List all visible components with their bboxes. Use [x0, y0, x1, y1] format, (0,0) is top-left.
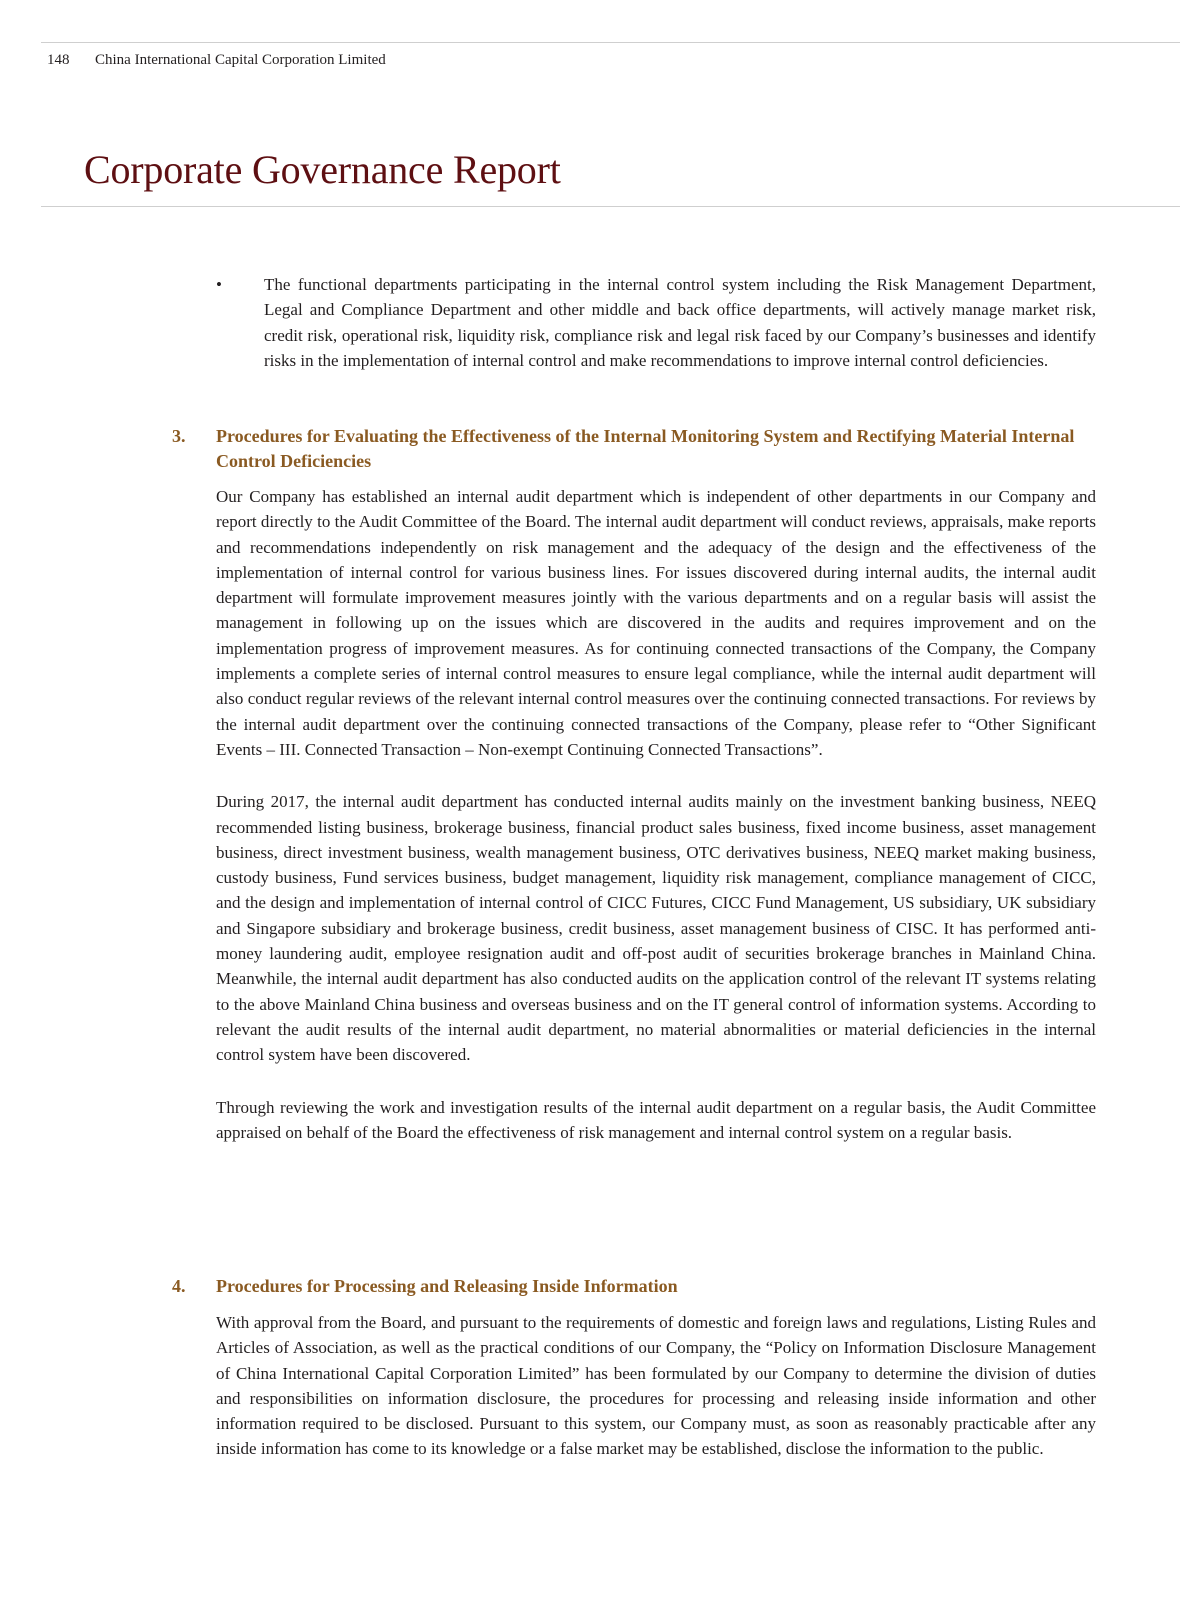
section-number: 4. — [172, 1276, 186, 1296]
paragraph: During 2017, the internal audit department has conducted internal audits mainly on the investment banking business, NEEQ recommended listing business, brokerage business, financial product sales business, fixed income business, asset management business, direct investment business, wealth management business, OTC derivatives business, NEEQ market making business, custody business, Fund services business, budget management, liquidity risk management, compliance management of CICC, and the design and implementation of internal control of CICC Futures, CICC Fund Management, US subsidiary, UK subsidiary and Singapore subsidiary and brokerage business, credit business, asset management business of CISC. It has performed anti-money laundering audit, employee resignation audit and off-post audit of securities brokerage branches in Mainland China. Meanwhile, the internal audit department has also conducted audits on the application control of the relevant IT systems relating to the above Mainland China business and overseas business and on the IT general control of information systems. According to relevant the audit results of the internal audit department, no material abnormalities or material deficiencies in the internal control system have been discovered. — [216, 792, 1096, 1065]
running-header — [47, 52, 386, 69]
section-number: 3. — [172, 426, 186, 446]
header-top-rule — [41, 42, 1180, 43]
section-heading — [172, 424, 1096, 474]
section-title: Procedures for Evaluating the Effectiveness of the Internal Monitoring System and Rectifying Material Internal Control Deficiencies — [216, 426, 1075, 471]
page-title: Corporate Governance Report — [84, 147, 561, 192]
page-number: 148 — [47, 52, 70, 68]
bullet-icon: • — [216, 275, 222, 294]
section-4 — [172, 1274, 1096, 1462]
bullet-text: The functional departments participating in the internal control system including the Risk Management Department, Legal and Compliance Department and other middle and back office departments, will actively manage market risk, credit risk, operational risk, liquidity risk, compliance risk and legal risk faced by our Company’s businesses and identify risks in the implementation of internal control and make recommendations to improve internal control deficiencies. — [264, 275, 1096, 370]
company-name: China International Capital Corporation Limited — [95, 52, 386, 68]
section-body — [216, 1310, 1096, 1462]
paragraph: Through reviewing the work and investigation results of the internal audit department on a regular basis, the Audit Committee appraised on behalf of the Board the effectiveness of risk management and internal control system on a regular basis. — [216, 1097, 1096, 1142]
section-title: Procedures for Processing and Releasing Inside Information — [216, 1276, 678, 1296]
section-body — [216, 484, 1096, 1145]
paragraph: With approval from the Board, and pursuant to the requirements of domestic and foreign laws and regulations, Listing Rules and Articles of Association, as well as the practical conditions of our Company, the “Policy on Information Disclosure Management of China International Capital Corporation Limited” has been formulated by our Company to determine the division of duties and responsibilities on information disclosure, the procedures for processing and releasing inside information and other information required to be disclosed. Pursuant to this system, our Company must, as soon as reasonably practicable after any inside information has come to its knowledge or a false market may be established, disclose the information to the public. — [216, 1313, 1096, 1459]
section-3 — [172, 424, 1096, 1145]
section-heading — [172, 1274, 1096, 1299]
title-bottom-rule — [41, 206, 1180, 207]
paragraph: Our Company has established an internal audit department which is independent of other departments in our Company and report directly to the Audit Committee of the Board. The internal audit department will conduct reviews, appraisals, make reports and recommendations independently on risk management and the adequacy of the design and the effectiveness of the implementation of internal control for various business lines. For issues discovered during internal audits, the internal audit department will formulate improvement measures jointly with the various departments and on a regular basis will assist the management in following up on the issues which are discovered in the audits and requires improvement and on the implementation progress of improvement measures. As for continuing connected transactions of the Company, the Company implements a complete series of internal control measures to ensure legal compliance, while the internal audit department will also conduct regular reviews of the relevant internal control measures over the continuing connected transactions. For reviews by the internal audit department over the continuing connected transactions of the Company, please refer to “Other Significant Events – III. Connected Transaction – Non-exempt Continuing Connected Transactions”. — [216, 487, 1096, 759]
bullet-list-item — [216, 272, 1096, 373]
